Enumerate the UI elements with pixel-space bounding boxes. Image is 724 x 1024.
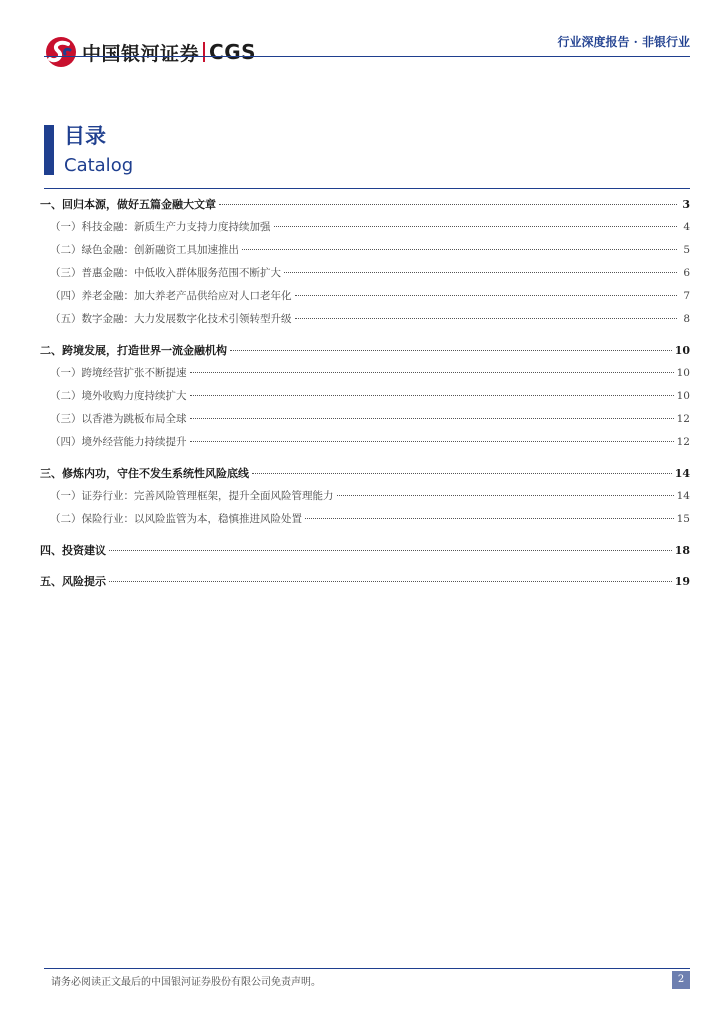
logo-chinese-name: 中国银河证券 (82, 42, 200, 65)
toc-leader-dots (274, 226, 678, 227)
toc-leader-dots (252, 473, 672, 474)
page-header (0, 0, 724, 75)
toc-entry-section-4[interactable] (40, 542, 690, 565)
page-number-badge: 2 (672, 971, 690, 989)
logo-divider (203, 42, 205, 62)
toc-page-number: 19 (674, 575, 690, 588)
toc-leader-dots (284, 272, 677, 273)
toc-page-number: 6 (683, 267, 690, 279)
toc-entry-title: 五、风险提示 (40, 575, 106, 588)
toc-entry-2-1[interactable] (40, 365, 690, 388)
header-divider (44, 56, 690, 57)
cgs-logo-icon (44, 35, 78, 69)
toc-entry-title: （二）保险行业：以风险监管为本，稳慎推进风险处置 (50, 513, 302, 525)
footer-divider (44, 968, 690, 969)
toc-entry-title: 二、跨境发展，打造世界一流金融机构 (40, 344, 227, 357)
logo-english-name: CGS (209, 40, 257, 64)
toc-leader-dots (337, 495, 674, 496)
toc-page-number: 12 (676, 436, 690, 448)
toc-entry-title: （二）绿色金融：创新融资工具加速推出 (50, 244, 239, 256)
company-logo (44, 35, 256, 69)
toc-entry-section-3[interactable] (40, 465, 690, 488)
toc-entry-2-2[interactable] (40, 388, 690, 411)
toc-leader-dots (190, 395, 674, 396)
toc-page-number: 5 (683, 244, 690, 256)
toc-leader-dots (242, 249, 677, 250)
report-category-tag: 行业深度报告 · 非银行业 (557, 35, 690, 49)
footer-disclaimer: 请务必阅读正文最后的中国银河证券股份有限公司免责声明。 (51, 977, 321, 988)
toc-page-number: 14 (676, 490, 690, 502)
toc-page-number: 10 (674, 344, 690, 357)
toc-entry-title: （五）数字金融：大力发展数字化技术引领转型升级 (50, 313, 292, 325)
toc-entry-section-5[interactable] (40, 573, 690, 596)
toc-entry-1-1[interactable] (40, 219, 690, 242)
toc-entry-title: （一）科技金融：新质生产力支持力度持续加强 (50, 221, 271, 233)
toc-page-number: 15 (676, 513, 690, 525)
toc-entry-1-2[interactable] (40, 242, 690, 265)
toc-entry-title: （二）境外收购力度持续扩大 (50, 390, 187, 402)
toc-page-number: 4 (683, 221, 690, 233)
toc-page-number: 8 (683, 313, 690, 325)
toc-entry-title: （四）境外经营能力持续提升 (50, 436, 187, 448)
toc-entry-2-3[interactable] (40, 411, 690, 434)
toc-entry-1-4[interactable] (40, 288, 690, 311)
toc-page-number: 3 (682, 198, 690, 211)
toc-entry-3-2[interactable] (40, 511, 690, 534)
toc-leader-dots (295, 295, 678, 296)
toc-page-number: 7 (683, 290, 690, 302)
toc-leader-dots (219, 204, 677, 205)
toc-leader-dots (305, 518, 674, 519)
toc-entry-title: （一）证券行业：完善风险管理框架，提升全面风险管理能力 (50, 490, 334, 502)
toc-entry-title: （三）普惠金融：中低收入群体服务范围不断扩大 (50, 267, 281, 279)
table-of-contents (40, 196, 690, 596)
toc-entry-title: （三）以香港为跳板布局全球 (50, 413, 187, 425)
toc-leader-dots (295, 318, 678, 319)
toc-leader-dots (190, 441, 674, 442)
toc-entry-title: 四、投资建议 (40, 544, 106, 557)
toc-entry-title: （四）养老金融：加大养老产品供给应对人口老年化 (50, 290, 292, 302)
catalog-title-en: Catalog (64, 155, 134, 176)
toc-page-number: 14 (674, 467, 690, 480)
toc-page-number: 18 (674, 544, 690, 557)
toc-top-rule (44, 188, 690, 189)
toc-leader-dots (190, 418, 674, 419)
toc-entry-3-1[interactable] (40, 488, 690, 511)
toc-leader-dots (190, 372, 674, 373)
catalog-title-cn: 目录 (64, 124, 106, 148)
toc-entry-1-5[interactable] (40, 311, 690, 334)
toc-entry-1-3[interactable] (40, 265, 690, 288)
toc-entry-title: 三、修炼内功，守住不发生系统性风险底线 (40, 467, 249, 480)
toc-page-number: 10 (676, 390, 690, 402)
toc-leader-dots (230, 350, 672, 351)
title-accent-bar (44, 125, 54, 175)
toc-entry-section-1[interactable] (40, 196, 690, 219)
toc-leader-dots (109, 581, 672, 582)
toc-leader-dots (109, 550, 672, 551)
toc-entry-title: （一）跨境经营扩张不断提速 (50, 367, 187, 379)
toc-entry-2-4[interactable] (40, 434, 690, 457)
toc-page-number: 12 (676, 413, 690, 425)
toc-entry-section-2[interactable] (40, 342, 690, 365)
toc-entry-title: 一、回归本源，做好五篇金融大文章 (40, 198, 216, 211)
toc-page-number: 10 (676, 367, 690, 379)
